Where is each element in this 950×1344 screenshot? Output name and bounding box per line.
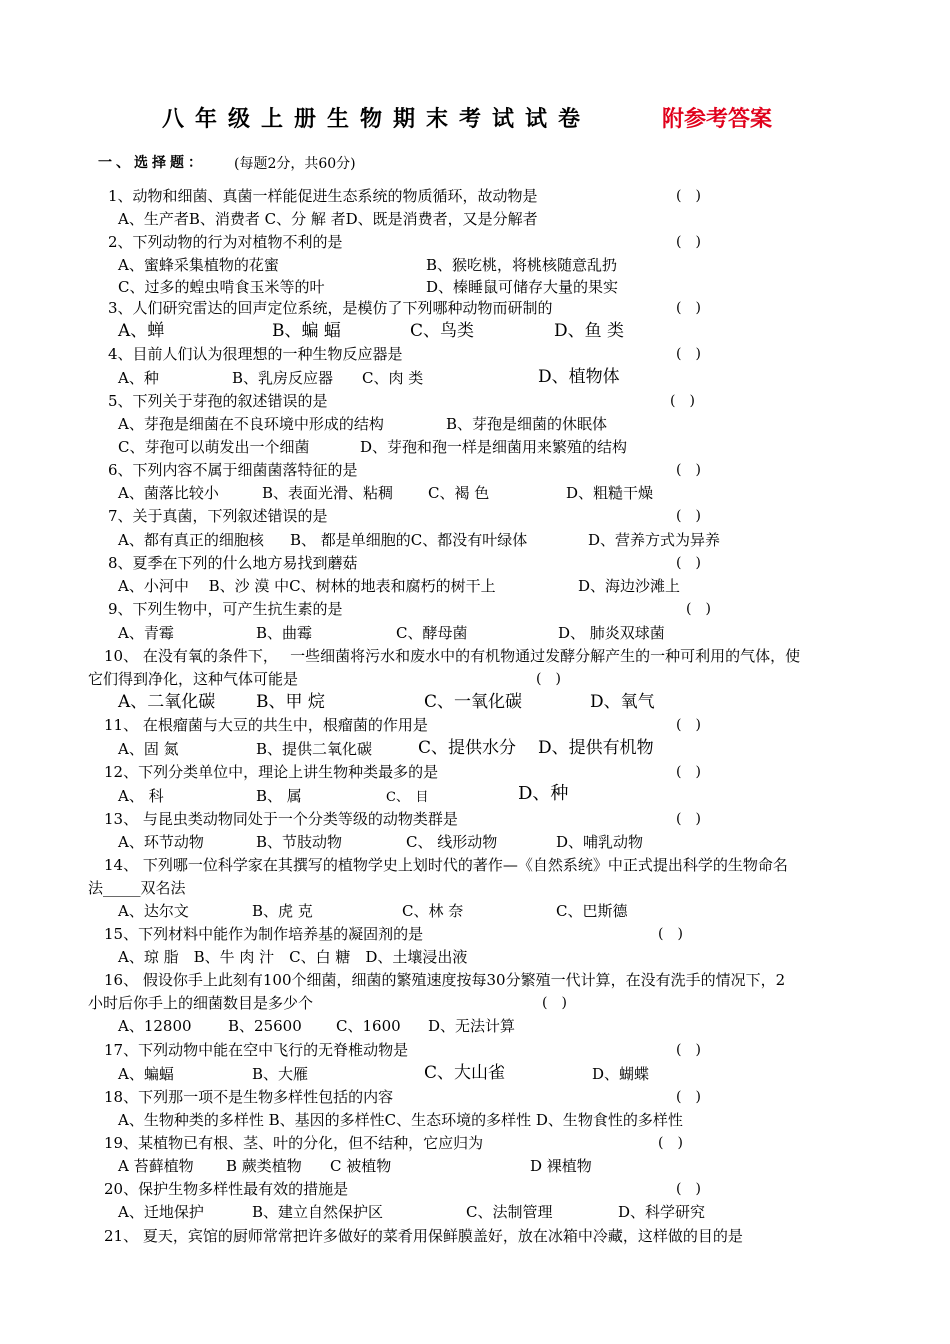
question-2-option-b: B、猴吃桃，将桃核随意乱扔 (426, 256, 618, 274)
answer-blank-8: ( ) (676, 555, 701, 571)
question-17-option-b: B、大雁 (252, 1065, 309, 1083)
question-20-option-a: A、迁地保护 (118, 1203, 204, 1221)
question-17-option-d: D、蝴蝶 (592, 1065, 650, 1083)
question-5-option-c: C、芽孢可以萌发出一个细菌 (118, 438, 310, 456)
answer-blank-1: ( ) (676, 188, 701, 204)
question-21: 21、 夏天，宾馆的厨师常常把许多做好的菜肴用保鲜膜盖好，放在冰箱中冷藏，这样做的目的是 (104, 1227, 743, 1245)
question-17-option-a: A、蝙蝠 (118, 1065, 174, 1083)
question-11-option-c: C、提供水分 (418, 738, 517, 758)
question-14-option-c: C、林 奈 (402, 902, 464, 920)
question-20-option-b: B、建立自然保护区 (252, 1203, 384, 1221)
question-19: 19、某植物已有根、茎、叶的分化，但不结种，它应归为 (104, 1134, 484, 1152)
question-4-option-b: B、乳房反应器 (232, 369, 334, 387)
question-11: 11、 在根瘤菌与大豆的共生中，根瘤菌的作用是 (104, 716, 428, 734)
answer-blank-16: ( ) (542, 995, 567, 1011)
question-12-option-c: C、 目 (386, 790, 429, 805)
answer-blank-3: ( ) (676, 300, 701, 316)
question-12-option-d: D、种 (518, 783, 569, 804)
question-6-option-c: C、褐 色 (428, 484, 490, 502)
question-3-option-b: B、蝙 蝠 (272, 321, 341, 341)
question-9-option-c: C、酵母菌 (396, 624, 468, 642)
question-7-option-bc: B、 都是单细胞的C、都没有叶绿体 (290, 531, 528, 549)
section-heading: 一、选择题： (98, 155, 206, 171)
question-18-options: A、生物种类的多样性 B、基因的多样性C、生态环境的多样性 D、生物食性的多样性 (118, 1111, 683, 1129)
question-10-option-c: C、一氧化碳 (424, 692, 523, 712)
answer-blank-11: ( ) (676, 717, 701, 733)
question-12-option-a: A、 科 (118, 787, 164, 805)
question-20: 20、保护生物多样性最有效的措施是 (104, 1180, 349, 1198)
answer-blank-7: ( ) (676, 508, 701, 524)
question-20-option-c: C、法制管理 (466, 1203, 553, 1221)
question-12: 12、下列分类单位中，理论上讲生物种类最多的是 (104, 763, 439, 781)
question-8: 8、夏季在下列的什么地方易找到蘑菇 (108, 554, 358, 572)
title-answer-note: 附参考答案 (662, 106, 773, 132)
answer-blank-10: ( ) (536, 671, 561, 687)
question-8-option-abc: A、小河中 B、沙 漠 中C、树林的地表和腐朽的树干上 (118, 577, 496, 595)
answer-blank-2: ( ) (676, 234, 701, 250)
question-7-option-d: D、营养方式为异养 (588, 531, 721, 549)
question-4-option-c: C、肉 类 (362, 369, 424, 387)
question-9-option-b: B、曲霉 (256, 624, 313, 642)
question-11-option-a: A、固 氮 (118, 740, 179, 758)
question-5: 5、下列关于芽孢的叙述错误的是 (108, 392, 328, 410)
question-4: 4、目前人们认为很理想的一种生物反应器是 (108, 345, 403, 363)
question-16-option-b: B、25600 (228, 1017, 302, 1035)
question-2-option-c: C、过多的蝗虫啃食玉米等的叶 (118, 278, 325, 296)
question-14: 14、 下列哪一位科学家在其撰写的植物学史上划时代的著作—《自然系统》中正式提出科学的生物命名 (104, 856, 788, 874)
answer-blank-4: ( ) (676, 346, 701, 362)
question-17: 17、下列动物中能在空中飞行的无脊椎动物是 (104, 1041, 409, 1059)
question-2: 2、下列动物的行为对植物不利的是 (108, 233, 343, 251)
question-9-option-a: A、青霉 (118, 624, 174, 642)
question-5-option-a: A、芽孢是细菌在不良环境中形成的结构 (118, 415, 384, 433)
question-14-option-d: C、巴斯德 (556, 902, 628, 920)
question-6-option-d: D、粗糙干燥 (566, 484, 654, 502)
question-3-option-c: C、鸟类 (410, 321, 475, 341)
question-5-option-b: B、芽孢是细菌的休眠体 (446, 415, 608, 433)
question-10: 10、 在没有氧的条件下， 一些细菌将污水和废水中的有机物通过发酵分解产生的一种可利用的气体，使 (104, 647, 801, 665)
question-11-option-b: B、提供二氧化碳 (256, 740, 373, 758)
question-16: 16、 假设你手上此刻有100个细菌，细菌的繁殖速度按每30分繁殖一代计算，在没有洗手的情况下，2 (104, 971, 786, 989)
question-12-option-b: B、 属 (256, 787, 302, 805)
answer-blank-20: ( ) (676, 1181, 701, 1197)
question-19-option-b: B 蕨类植物 (226, 1157, 302, 1175)
answer-blank-13: ( ) (676, 811, 701, 827)
question-14-option-a: A、达尔文 (118, 902, 189, 920)
question-9-option-d: D、 肺炎双球菌 (558, 624, 665, 642)
question-11-option-d: D、提供有机物 (538, 738, 654, 758)
question-3-option-a: A、蝉 (118, 321, 165, 341)
answer-blank-9: ( ) (686, 601, 711, 617)
section-note: (每题2分，共60分) (234, 156, 356, 172)
question-17-option-c: C、大山雀 (424, 1063, 506, 1083)
question-5-option-d: D、芽孢和孢一样是细菌用来繁殖的结构 (360, 438, 628, 456)
question-19-option-d: D 裸植物 (530, 1157, 592, 1175)
question-13-option-b: B、节肢动物 (256, 833, 343, 851)
answer-blank-19: ( ) (658, 1135, 683, 1151)
question-8-option-d: D、海边沙滩上 (578, 577, 681, 595)
question-10-option-b: B、甲 烷 (256, 692, 325, 712)
question-13-option-a: A、环节动物 (118, 833, 204, 851)
question-2-option-a: A、蜜蜂采集植物的花蜜 (118, 256, 279, 274)
question-13-option-c: C、 线形动物 (406, 833, 498, 851)
question-16-option-a: A、12800 (118, 1017, 192, 1035)
question-10-cont: 它们得到净化，这种气体可能是 (88, 670, 299, 688)
question-10-option-a: A、二氧化碳 (118, 692, 216, 712)
question-7: 7、关于真菌，下列叙述错误的是 (108, 507, 328, 525)
question-16-cont: 小时后你手上的细菌数目是多少个 (88, 994, 314, 1012)
question-6: 6、下列内容不属于细菌菌落特征的是 (108, 461, 358, 479)
question-2-option-d: D、榛睡鼠可储存大量的果实 (426, 278, 619, 296)
question-3: 3、人们研究雷达的回声定位系统，是模仿了下列哪种动物而研制的 (108, 299, 553, 317)
answer-blank-5: ( ) (670, 393, 695, 409)
question-3-option-d: D、鱼 类 (554, 321, 625, 341)
question-1: 1、动物和细菌、真菌一样能促进生态系统的物质循环，故动物是 (108, 187, 538, 205)
question-19-option-c: C 被植物 (330, 1157, 392, 1175)
question-7-option-a: A、都有真正的细胞核 (118, 531, 264, 549)
answer-blank-15: ( ) (658, 926, 683, 942)
question-18: 18、下列那一项不是生物多样性包括的内容 (104, 1088, 394, 1106)
question-6-option-b: B、表面光滑、粘稠 (262, 484, 394, 502)
question-19-option-a: A 苔藓植物 (118, 1157, 194, 1175)
answer-blank-12: ( ) (676, 764, 701, 780)
question-16-option-c: C、1600 (336, 1017, 401, 1035)
question-15: 15、下列材料中能作为制作培养基的凝固剂的是 (104, 925, 424, 943)
question-10-option-d: D、氧气 (590, 692, 655, 712)
question-20-option-d: D、科学研究 (618, 1203, 706, 1221)
question-6-option-a: A、菌落比较小 (118, 484, 219, 502)
question-14-cont: 法_____双名法 (88, 879, 186, 897)
answer-blank-17: ( ) (676, 1042, 701, 1058)
question-4-option-d: D、植物体 (538, 367, 620, 387)
question-4-option-a: A、种 (118, 369, 159, 387)
page-title: 八年级上册生物期末考试试卷 (162, 106, 592, 132)
answer-blank-6: ( ) (676, 462, 701, 478)
question-13-option-d: D、哺乳动物 (556, 833, 644, 851)
answer-blank-18: ( ) (676, 1089, 701, 1105)
question-16-option-d: D、无法计算 (428, 1017, 516, 1035)
question-15-options: A、琼 脂 B、牛 肉 汁 C、白 糖 D、土壤浸出液 (118, 948, 468, 966)
question-1-options: A、生产者B、消费者 C、分 解 者D、既是消费者，又是分解者 (118, 210, 538, 228)
question-14-option-b: B、虎 克 (252, 902, 313, 920)
question-9: 9、下列生物中，可产生抗生素的是 (108, 600, 343, 618)
question-13: 13、 与昆虫类动物同处于一个分类等级的动物类群是 (104, 810, 458, 828)
